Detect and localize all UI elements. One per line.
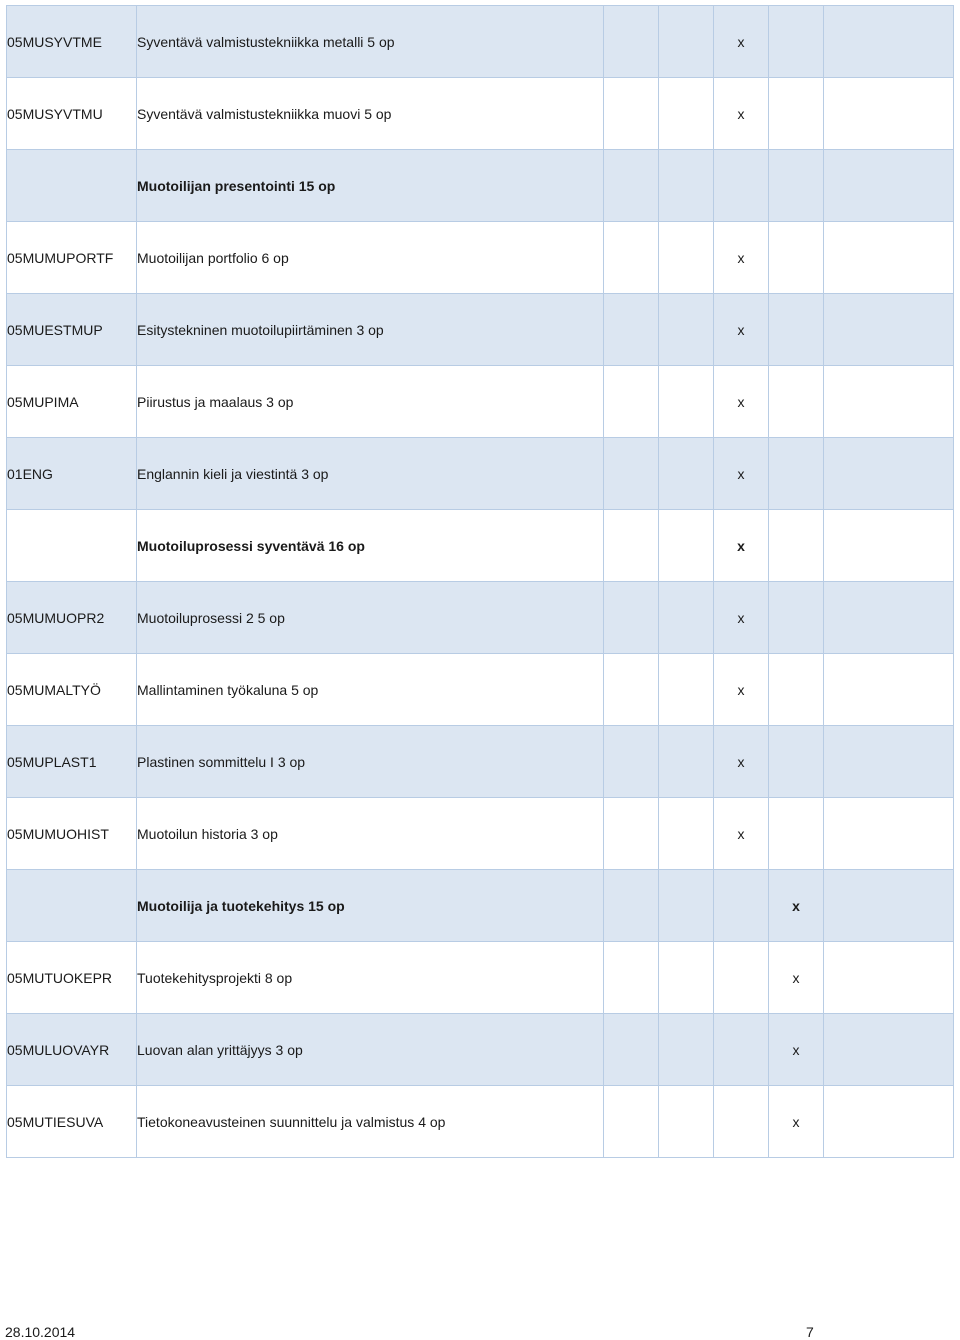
semester-mark-cell: x bbox=[714, 582, 769, 654]
empty-cell bbox=[604, 150, 659, 222]
course-row bbox=[7, 654, 954, 726]
empty-cell bbox=[604, 798, 659, 870]
course-code-cell: 05MUTIESUVA bbox=[7, 1086, 137, 1158]
course-code-cell: 05MUMUOPR2 bbox=[7, 582, 137, 654]
empty-cell bbox=[714, 1014, 769, 1086]
course-code-cell: 05MUPLAST1 bbox=[7, 726, 137, 798]
course-code-cell: 05MUMUPORTF bbox=[7, 222, 137, 294]
empty-cell bbox=[659, 942, 714, 1014]
empty-cell bbox=[824, 942, 954, 1014]
course-row bbox=[7, 942, 954, 1014]
empty-cell bbox=[659, 222, 714, 294]
semester-mark-cell: x bbox=[714, 6, 769, 78]
empty-cell bbox=[659, 1086, 714, 1158]
empty-cell bbox=[824, 1086, 954, 1158]
empty-cell bbox=[769, 510, 824, 582]
empty-cell bbox=[604, 870, 659, 942]
empty-cell bbox=[659, 150, 714, 222]
empty-cell bbox=[769, 78, 824, 150]
course-code-cell: 05MUMALTYÖ bbox=[7, 654, 137, 726]
course-name-cell: Syventävä valmistustekniikka metalli 5 op bbox=[137, 6, 604, 78]
course-code-cell: 05MUMUOHIST bbox=[7, 798, 137, 870]
course-name-cell: Englannin kieli ja viestintä 3 op bbox=[137, 438, 604, 510]
course-row bbox=[7, 222, 954, 294]
course-row bbox=[7, 726, 954, 798]
course-row bbox=[7, 1014, 954, 1086]
empty-cell bbox=[659, 582, 714, 654]
empty-cell bbox=[769, 222, 824, 294]
course-code-cell bbox=[7, 870, 137, 942]
course-code-cell: 05MULUOVAYR bbox=[7, 1014, 137, 1086]
empty-cell bbox=[714, 942, 769, 1014]
course-row bbox=[7, 798, 954, 870]
empty-cell bbox=[659, 366, 714, 438]
semester-mark-cell: x bbox=[714, 222, 769, 294]
course-code-cell: 05MUSYVTME bbox=[7, 6, 137, 78]
semester-mark-cell: x bbox=[714, 726, 769, 798]
empty-cell bbox=[604, 222, 659, 294]
course-name-cell: Mallintaminen työkaluna 5 op bbox=[137, 654, 604, 726]
course-row bbox=[7, 438, 954, 510]
empty-cell bbox=[714, 1086, 769, 1158]
empty-cell bbox=[824, 798, 954, 870]
empty-cell bbox=[824, 510, 954, 582]
course-name-cell: Tuotekehitysprojekti 8 op bbox=[137, 942, 604, 1014]
empty-cell bbox=[659, 1014, 714, 1086]
empty-cell bbox=[824, 294, 954, 366]
empty-cell bbox=[824, 366, 954, 438]
course-code-cell bbox=[7, 510, 137, 582]
semester-mark-cell: x bbox=[714, 438, 769, 510]
empty-cell bbox=[659, 726, 714, 798]
semester-mark-cell: x bbox=[714, 294, 769, 366]
empty-cell bbox=[824, 870, 954, 942]
empty-cell bbox=[769, 6, 824, 78]
empty-cell bbox=[769, 582, 824, 654]
empty-cell bbox=[604, 1086, 659, 1158]
course-code-cell bbox=[7, 150, 137, 222]
course-name-cell: Muotoiluprosessi 2 5 op bbox=[137, 582, 604, 654]
semester-mark-cell: x bbox=[714, 78, 769, 150]
course-code-cell: 05MUPIMA bbox=[7, 366, 137, 438]
empty-cell bbox=[604, 6, 659, 78]
empty-cell bbox=[824, 150, 954, 222]
course-name-cell: Syventävä valmistustekniikka muovi 5 op bbox=[137, 78, 604, 150]
empty-cell bbox=[604, 78, 659, 150]
course-name-cell: Piirustus ja maalaus 3 op bbox=[137, 366, 604, 438]
module-group-row bbox=[7, 150, 954, 222]
course-code-cell: 05MUSYVTMU bbox=[7, 78, 137, 150]
empty-cell bbox=[659, 294, 714, 366]
course-code-cell: 05MUESTMUP bbox=[7, 294, 137, 366]
course-row bbox=[7, 6, 954, 78]
semester-mark-cell: x bbox=[714, 798, 769, 870]
empty-cell bbox=[824, 6, 954, 78]
semester-mark-cell: x bbox=[769, 942, 824, 1014]
semester-mark-cell bbox=[714, 150, 769, 222]
empty-cell bbox=[604, 294, 659, 366]
empty-cell bbox=[714, 870, 769, 942]
empty-cell bbox=[604, 366, 659, 438]
empty-cell bbox=[824, 222, 954, 294]
course-row bbox=[7, 582, 954, 654]
module-name-cell: Muotoilija ja tuotekehitys 15 op bbox=[137, 870, 604, 942]
semester-mark-cell: x bbox=[769, 1014, 824, 1086]
empty-cell bbox=[824, 654, 954, 726]
empty-cell bbox=[659, 78, 714, 150]
empty-cell bbox=[769, 366, 824, 438]
course-row bbox=[7, 78, 954, 150]
empty-cell bbox=[769, 798, 824, 870]
empty-cell bbox=[659, 438, 714, 510]
empty-cell bbox=[604, 1014, 659, 1086]
course-row bbox=[7, 294, 954, 366]
course-name-cell: Muotoilijan portfolio 6 op bbox=[137, 222, 604, 294]
empty-cell bbox=[824, 78, 954, 150]
module-group-row bbox=[7, 870, 954, 942]
module-group-row bbox=[7, 510, 954, 582]
semester-mark-cell: x bbox=[769, 1086, 824, 1158]
empty-cell bbox=[769, 726, 824, 798]
semester-mark-cell: x bbox=[714, 654, 769, 726]
empty-cell bbox=[769, 438, 824, 510]
semester-mark-cell: x bbox=[714, 510, 769, 582]
empty-cell bbox=[604, 582, 659, 654]
semester-mark-cell: x bbox=[769, 870, 824, 942]
semester-mark-cell: x bbox=[714, 366, 769, 438]
course-code-cell: 01ENG bbox=[7, 438, 137, 510]
empty-cell bbox=[769, 150, 824, 222]
empty-cell bbox=[659, 6, 714, 78]
table-body bbox=[7, 6, 954, 1158]
course-code-cell: 05MUTUOKEPR bbox=[7, 942, 137, 1014]
course-name-cell: Luovan alan yrittäjyys 3 op bbox=[137, 1014, 604, 1086]
empty-cell bbox=[769, 294, 824, 366]
empty-cell bbox=[604, 438, 659, 510]
curriculum-table bbox=[6, 5, 954, 1158]
empty-cell bbox=[659, 510, 714, 582]
module-name-cell: Muotoiluprosessi syventävä 16 op bbox=[137, 510, 604, 582]
empty-cell bbox=[604, 654, 659, 726]
empty-cell bbox=[824, 1014, 954, 1086]
course-name-cell: Esitystekninen muotoilupiirtäminen 3 op bbox=[137, 294, 604, 366]
course-row bbox=[7, 366, 954, 438]
empty-cell bbox=[824, 582, 954, 654]
course-name-cell: Tietokoneavusteinen suunnittelu ja valmistus 4 op bbox=[137, 1086, 604, 1158]
empty-cell bbox=[604, 942, 659, 1014]
course-name-cell: Plastinen sommittelu I 3 op bbox=[137, 726, 604, 798]
empty-cell bbox=[659, 870, 714, 942]
course-row bbox=[7, 1086, 954, 1158]
empty-cell bbox=[604, 510, 659, 582]
empty-cell bbox=[659, 654, 714, 726]
empty-cell bbox=[769, 654, 824, 726]
empty-cell bbox=[824, 726, 954, 798]
course-name-cell: Muotoilun historia 3 op bbox=[137, 798, 604, 870]
module-name-cell: Muotoilijan presentointi 15 op bbox=[137, 150, 604, 222]
empty-cell bbox=[604, 726, 659, 798]
empty-cell bbox=[824, 438, 954, 510]
footer-date: 28.10.2014 bbox=[5, 1324, 76, 1340]
page-number: 7 bbox=[806, 1324, 814, 1340]
empty-cell bbox=[659, 798, 714, 870]
